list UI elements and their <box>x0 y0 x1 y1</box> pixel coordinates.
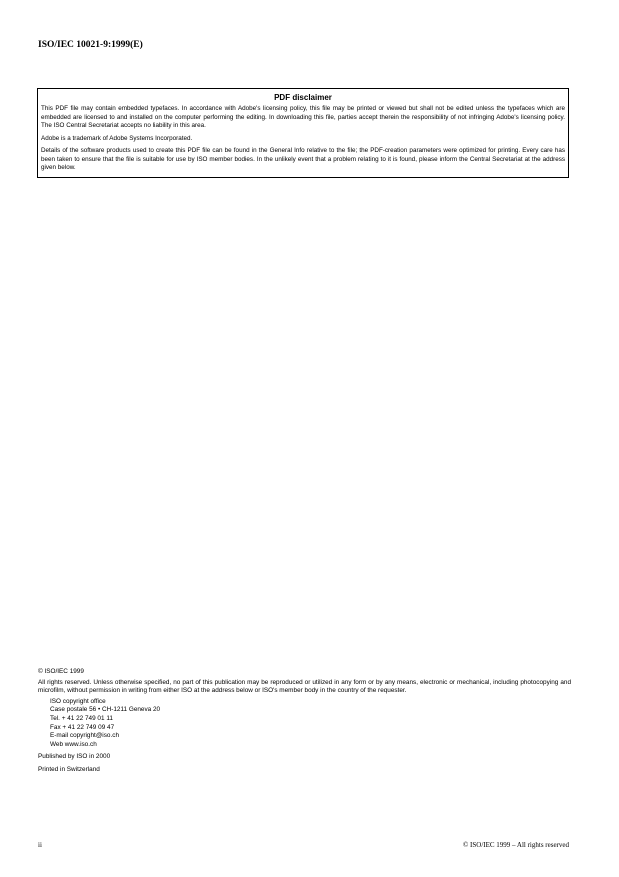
footer-rights: © ISO/IEC 1999 – All rights reserved <box>462 841 569 849</box>
postal-address: Case postale 56 • CH-1211 Geneva 20 <box>50 706 161 714</box>
office-name: ISO copyright office <box>50 697 106 705</box>
disclaimer-paragraph-software: Details of the software products used to create this PDF file can be found in the General Info relative to the file; the PDF-creation parameters were optimized for printing. Every care has been taken to ensure that the file is suitable for use by ISO member bodies. In the unlikely event that a problem relating to it is found, please inform the Central Secretariat at the address given below. <box>41 147 565 171</box>
copyright-office-address <box>50 698 571 750</box>
disclaimer-title: PDF disclaimer <box>274 93 332 102</box>
printed-in: Printed in Switzerland <box>38 765 100 773</box>
copyright-block <box>38 668 571 775</box>
telephone: Tel. + 41 22 749 01 11 <box>50 714 113 722</box>
disclaimer-paragraph-trademark: Adobe is a trademark of Adobe Systems Incorporated. <box>41 134 193 142</box>
pdf-disclaimer-box <box>37 88 569 178</box>
email: E-mail copyright@iso.ch <box>50 732 119 740</box>
document-identifier: ISO/IEC 10021-9:1999(E) <box>38 40 143 50</box>
rights-statement: All rights reserved. Unless otherwise specified, no part of this publication may be reproduced or utilized in any form or by any means, electronic or mechanical, including photocopying and microfilm, without permission in writing from either ISO at the address below or ISO's member body in the country of the requester. <box>38 678 571 695</box>
website: Web www.iso.ch <box>50 740 97 748</box>
page-number: ii <box>38 841 42 849</box>
published-by: Published by ISO in 2000 <box>38 753 111 761</box>
fax: Fax + 41 22 749 09 47 <box>50 723 115 731</box>
copyright-notice: © ISO/IEC 1999 <box>38 668 84 675</box>
disclaimer-paragraph-typefaces: This PDF file may contain embedded typefaces. In accordance with Adobe's licensing policy, this file may be printed or viewed but shall not be edited unless the typefaces which are embedded are licensed to and installed on the computer performing the editing. In downloading this file, parties accept therein the responsibility of not infringing Adobe's licensing policy. The ISO Central Secretariat accepts no liability in this area. <box>41 105 565 129</box>
